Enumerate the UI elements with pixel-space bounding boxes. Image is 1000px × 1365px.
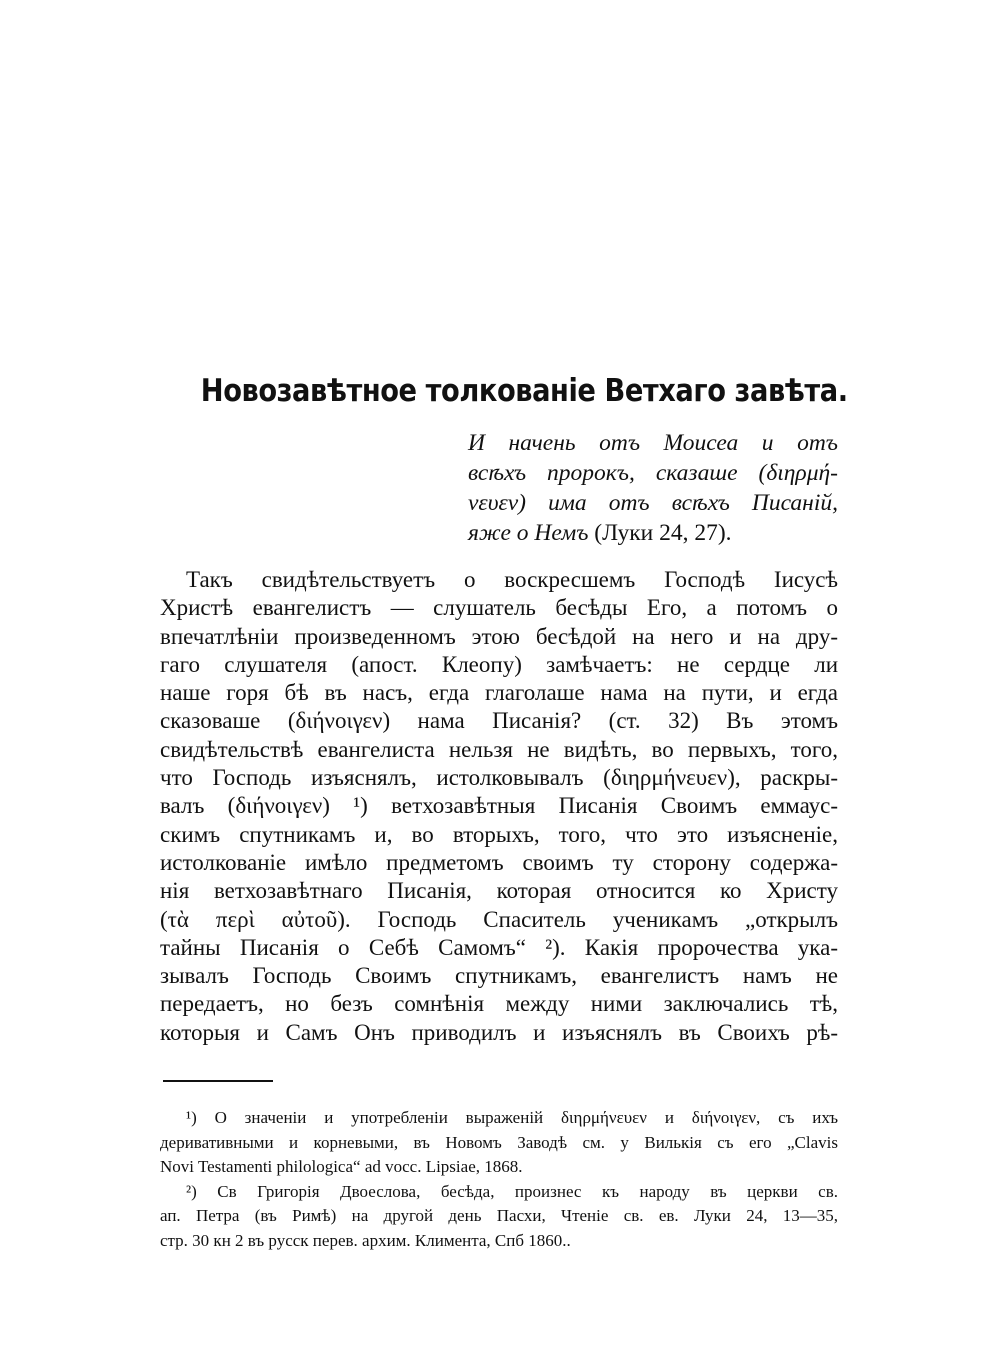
epigraph-line: И начень отъ Моисеа и отъ (468, 430, 838, 456)
body-paragraph (160, 566, 838, 1047)
epigraph-line: яже о Немъ (Луки 24, 27). (468, 520, 732, 546)
body-line: передаетъ, но безъ сомнѣнія между ними заключались тѣ, (160, 991, 838, 1017)
page-title: Новозавѣтное толкованіе Ветхаго завѣта. (200, 372, 848, 409)
body-line: впечатлѣніи произведенномъ этою бесѣдой на него и на дру- (160, 623, 838, 649)
body-line: гаго слушателя (апост. Клеопу) замѣчаетъ: не сердце ли (160, 651, 838, 677)
epigraph-reference: (Луки 24, 27). (594, 520, 732, 546)
footnote-2 (160, 1180, 838, 1254)
body-line: тайны Писанія о Себѣ Самомъ“ ²). Какія пророчества ука- (160, 934, 838, 960)
body-line: свидѣтельствѣ евангелиста нельзя не видѣть, во первыхъ, того, (160, 736, 838, 762)
epigraph-line: νευεν) има отъ всѣхъ Писаній, (468, 490, 838, 516)
body-line: валъ (διήνοιγεν) ¹) ветхозавѣтныя Писанія Своимъ еммаус- (160, 793, 838, 819)
body-line: которыя и Самъ Онъ приводилъ и изъяснялъ въ Своихъ рѣ- (160, 1019, 838, 1045)
footnote-line: Novi Testamenti philologica“ ad vocc. Lipsiae, 1868. (160, 1157, 523, 1176)
footnote-line: ¹) О значеніи и употребленіи выраженій διηρμήνευεν и διήνοιγεν, съ ихъ (186, 1108, 838, 1127)
body-line: Христѣ евангелистъ — слушатель бесѣды Его, а потомъ о (160, 595, 838, 621)
body-line: скимъ спутникамъ и, во вторыхъ, того, что это изъясненіе, (160, 821, 838, 847)
footnote-line: стр. 30 кн 2 въ русск перев. архим. Климента, Спб 1860.. (160, 1230, 571, 1250)
body-line: что Господь изъяснялъ, истолковывалъ (διηρμήνευεν), раскры- (160, 765, 838, 791)
footnote-divider (163, 1080, 273, 1082)
epigraph-line: всѣхъ пророкъ, сказаше (διηρμή- (468, 460, 838, 486)
footnotes (160, 1106, 838, 1253)
body-line: наше горя бѣ въ насъ, егда глаголаше нама на пути, и егда (160, 680, 838, 706)
epigraph (468, 428, 838, 548)
body-line: Такъ свидѣтельствуетъ о воскресшемъ Господѣ Іисусѣ (186, 567, 838, 592)
body-line: зывалъ Господь Своимъ спутникамъ, евангелистъ намъ не (160, 963, 838, 989)
body-line: (τὰ περὶ αὐτοῦ). Господь Спаситель ученикамъ „открылъ (160, 906, 838, 932)
body-line: истолкованіе имѣло предметомъ своимъ ту сторону содержа- (160, 849, 838, 875)
footnote-line: ²) Св Григорія Двоеслова, бесѣда, произнес къ народу въ церкви св. (186, 1181, 838, 1201)
body-line: нія ветхозавѣтнаго Писанія, которая относится ко Христу (160, 878, 838, 904)
footnote-line: деривативными и корневыми, въ Новомъ Заводѣ см. у Вилькія съ его „Clavis (160, 1132, 838, 1152)
body-line: сказоваше (διήνοιγεν) нама Писанія? (ст. 32) Въ этомъ (160, 708, 838, 734)
footnote-1 (160, 1106, 838, 1180)
footnote-line: ап. Петра (въ Римѣ) на другой день Пасхи, Чтеніе св. ев. Луки 24, 13—35, (160, 1206, 838, 1225)
